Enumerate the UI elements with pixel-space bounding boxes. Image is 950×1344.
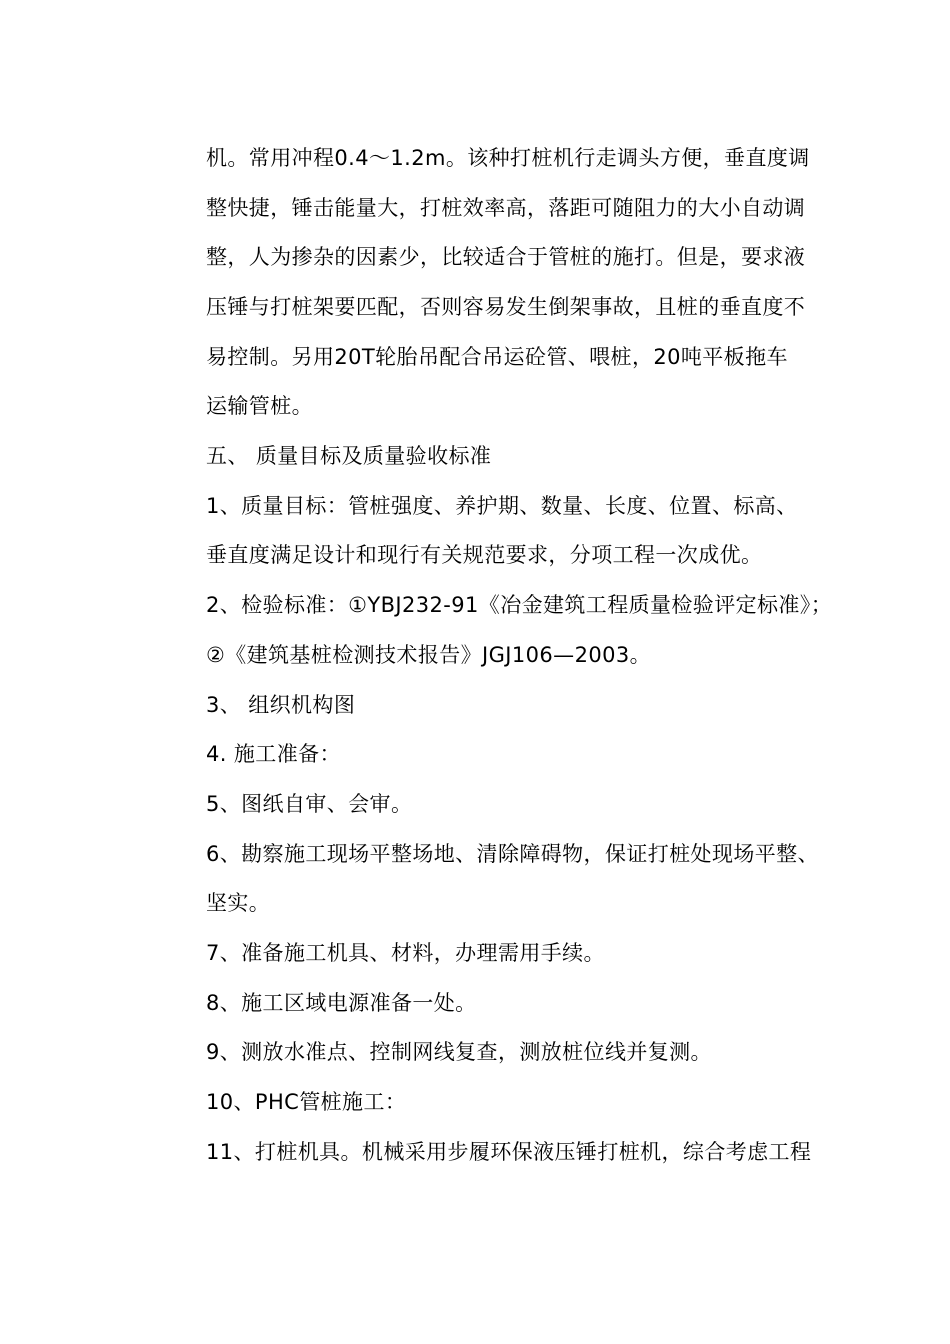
text-line: 整快捷，锤击能量大，打桩效率高，落距可随阻力的大小自动调 <box>206 196 806 220</box>
text-line: 7、准备施工机具、材料，办理需用手续。 <box>206 941 605 965</box>
section-heading: 五、 质量目标及质量验收标准 <box>206 444 492 468</box>
text-line: 4. 施工准备： <box>206 742 341 766</box>
text-line: 3、 组织机构图 <box>206 693 356 717</box>
text-line: 垂直度满足设计和现行有关规范要求，分项工程一次成优。 <box>206 543 763 567</box>
text-line: ②《建筑基桩检测技术报告》JGJ106—2003。 <box>206 643 652 667</box>
text-line: 8、施工区域电源准备一处。 <box>206 991 477 1015</box>
text-line: 压锤与打桩架要匹配，否则容易发生倒架事故，且桩的垂直度不 <box>206 295 806 319</box>
text-line: 1、质量目标：管桩强度、养护期、数量、长度、位置、标高、 <box>206 494 798 518</box>
text-line: 运输管桩。 <box>206 394 313 418</box>
text-line: 易控制。另用20T轮胎吊配合吊运砼管、喂桩，20吨平板拖车 <box>206 345 788 369</box>
text-line: 6、勘察施工现场平整场地、清除障碍物，保证打桩处现场平整、 <box>206 842 819 866</box>
text-line: 2、检验标准：①YBJ232-91《冶金建筑工程质量检验评定标准》； <box>206 593 833 617</box>
text-line: 10、PHC管桩施工： <box>206 1090 407 1114</box>
text-line: 9、测放水准点、控制网线复查，测放桩位线并复测。 <box>206 1040 712 1064</box>
text-line: 11、打桩机具。机械采用步履环保液压锤打桩机，综合考虑工程 <box>206 1140 812 1164</box>
text-line: 整，人为掺杂的因素少，比较适合于管桩的施打。但是，要求液 <box>206 245 806 269</box>
text-line: 坚实。 <box>206 891 271 915</box>
text-line: 机。常用冲程0.4～1.2m。该种打桩机行走调头方便，垂直度调 <box>206 146 810 170</box>
text-line: 5、图纸自审、会审。 <box>206 792 413 816</box>
